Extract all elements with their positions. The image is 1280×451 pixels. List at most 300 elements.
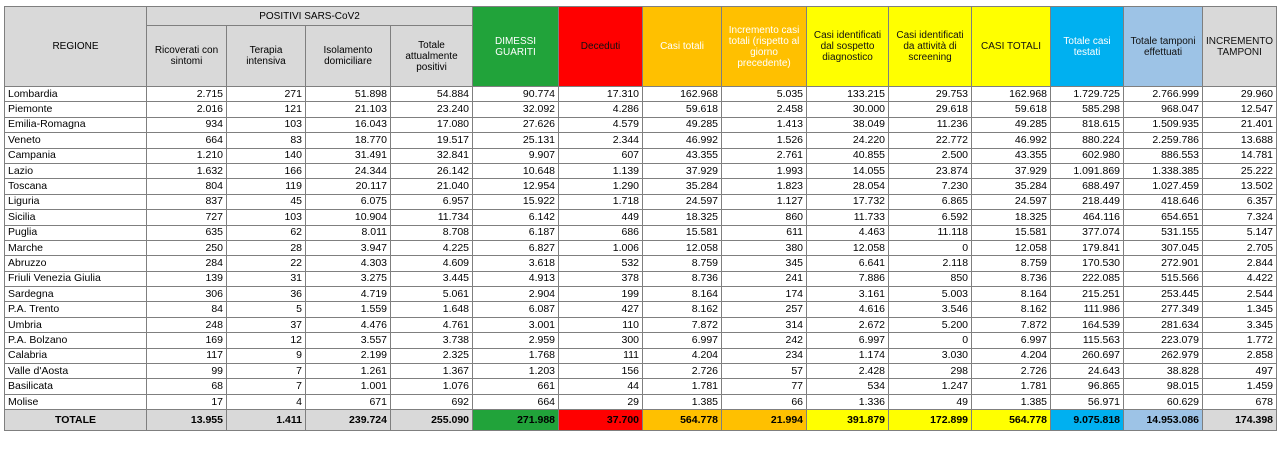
totale-positivi-cell: 1.367 <box>391 364 473 379</box>
deceduti-cell: 300 <box>559 333 643 348</box>
attivita-screening-cell: 6.592 <box>889 210 972 225</box>
incremento-tamponi-cell: 4.422 <box>1203 271 1277 286</box>
totale-tamponi-cell: 886.553 <box>1124 148 1203 163</box>
region-name: P.A. Bolzano <box>5 333 147 348</box>
totale-positivi-cell: 32.841 <box>391 148 473 163</box>
dimessi-guariti-cell: 10.648 <box>473 163 559 178</box>
incremento-casi-cell: 1.993 <box>722 163 807 178</box>
terapia-intensiva-cell: 271 <box>227 87 306 102</box>
casi-totali-cell: 4.204 <box>643 348 722 363</box>
region-name: Liguria <box>5 194 147 209</box>
region-name: P.A. Trento <box>5 302 147 317</box>
isolamento-cell: 3.947 <box>306 240 391 255</box>
table-row <box>5 133 1277 148</box>
terapia-intensiva-cell: 22 <box>227 256 306 271</box>
terapia-intensiva-cell: 103 <box>227 117 306 132</box>
isolamento-cell: 2.199 <box>306 348 391 363</box>
covid-report <box>4 6 1277 431</box>
table-row <box>5 287 1277 302</box>
ricoverati-cell: 727 <box>147 210 227 225</box>
deceduti-cell: 449 <box>559 210 643 225</box>
incremento-tamponi-cell: 2.544 <box>1203 287 1277 302</box>
casi-totali-cell: 24.597 <box>643 194 722 209</box>
terapia-intensiva-cell: 37 <box>227 317 306 332</box>
totale-tamponi-cell: 418.646 <box>1124 194 1203 209</box>
attivita-screening-cell: 850 <box>889 271 972 286</box>
deceduti-cell: 378 <box>559 271 643 286</box>
region-name: Sardegna <box>5 287 147 302</box>
incremento-tamponi-cell: 7.324 <box>1203 210 1277 225</box>
ricoverati-cell: 139 <box>147 271 227 286</box>
terapia-intensiva-cell: 166 <box>227 163 306 178</box>
deceduti-cell: 1.718 <box>559 194 643 209</box>
sospetto-diagnostico-cell: 14.055 <box>807 163 889 178</box>
table-row <box>5 256 1277 271</box>
dimessi-guariti-cell: 1.203 <box>473 364 559 379</box>
region-name: Toscana <box>5 179 147 194</box>
sospetto-diagnostico-cell: 534 <box>807 379 889 394</box>
ricoverati-cell: 837 <box>147 194 227 209</box>
sospetto-diagnostico-cell: 3.161 <box>807 287 889 302</box>
isolamento-cell: 3.275 <box>306 271 391 286</box>
attivita-screening-cell: 5.003 <box>889 287 972 302</box>
attivita-screening-cell: 7.230 <box>889 179 972 194</box>
totale-casi-testati-cell: 111.986 <box>1051 302 1124 317</box>
sospetto-diagnostico-cell: 11.733 <box>807 210 889 225</box>
terapia-intensiva-cell: 4 <box>227 394 306 409</box>
attivita-screening-cell: 5.200 <box>889 317 972 332</box>
terapia-intensiva-cell: 9 <box>227 348 306 363</box>
deceduti-cell: 532 <box>559 256 643 271</box>
total-terapia-intensiva-cell: 1.411 <box>227 410 306 431</box>
sospetto-diagnostico-cell: 4.463 <box>807 225 889 240</box>
terapia-intensiva-cell: 45 <box>227 194 306 209</box>
terapia-intensiva-cell: 12 <box>227 333 306 348</box>
totale-tamponi-cell: 1.509.935 <box>1124 117 1203 132</box>
region-header: REGIONE <box>5 7 147 87</box>
totale-positivi-cell: 19.517 <box>391 133 473 148</box>
total-dimessi-guariti-cell: 271.988 <box>473 410 559 431</box>
totale-positivi-cell: 8.708 <box>391 225 473 240</box>
incremento-tamponi-cell: 2.844 <box>1203 256 1277 271</box>
totale-positivi-cell: 1.648 <box>391 302 473 317</box>
dimessi-guariti-cell: 6.187 <box>473 225 559 240</box>
terapia-intensiva-cell: 103 <box>227 210 306 225</box>
totale-casi-testati-cell: 818.615 <box>1051 117 1124 132</box>
ricoverati-cell: 284 <box>147 256 227 271</box>
incremento-tamponi-cell: 13.688 <box>1203 133 1277 148</box>
ricoverati-cell: 17 <box>147 394 227 409</box>
ricoverati-cell: 934 <box>147 117 227 132</box>
incremento-tamponi-header: INCREMENTO TAMPONI <box>1203 7 1277 87</box>
sospetto-diagnostico-cell: 38.049 <box>807 117 889 132</box>
deceduti-cell: 427 <box>559 302 643 317</box>
incremento-tamponi-cell: 29.960 <box>1203 87 1277 102</box>
dimessi-guariti-cell: 3.618 <box>473 256 559 271</box>
region-name: Lombardia <box>5 87 147 102</box>
incremento-tamponi-cell: 1.772 <box>1203 333 1277 348</box>
totale-tamponi-cell: 2.259.786 <box>1124 133 1203 148</box>
incremento-casi-cell: 380 <box>722 240 807 255</box>
sospetto-diagnostico-cell: 12.058 <box>807 240 889 255</box>
casi-totali-2-cell: 49.285 <box>972 117 1051 132</box>
casi-totali-cell: 8.759 <box>643 256 722 271</box>
region-name: Veneto <box>5 133 147 148</box>
ricoverati-cell: 117 <box>147 348 227 363</box>
totale-casi-testati-cell: 96.865 <box>1051 379 1124 394</box>
totale-tamponi-cell: 262.979 <box>1124 348 1203 363</box>
isolamento-cell: 1.261 <box>306 364 391 379</box>
dimessi-guariti-cell: 6.087 <box>473 302 559 317</box>
incremento-tamponi-cell: 3.345 <box>1203 317 1277 332</box>
header-row-top <box>5 7 1277 26</box>
casi-totali-2-cell: 46.992 <box>972 133 1051 148</box>
total-isolamento-cell: 239.724 <box>306 410 391 431</box>
ricoverati-cell: 1.632 <box>147 163 227 178</box>
totale-tamponi-cell: 1.338.385 <box>1124 163 1203 178</box>
totale-positivi-cell: 5.061 <box>391 287 473 302</box>
deceduti-cell: 686 <box>559 225 643 240</box>
totale-casi-testati-cell: 1.729.725 <box>1051 87 1124 102</box>
sospetto-diagnostico-cell: 133.215 <box>807 87 889 102</box>
total-casi-totali-2-cell: 564.778 <box>972 410 1051 431</box>
totale-tamponi-cell: 2.766.999 <box>1124 87 1203 102</box>
totale-positivi-cell: 26.142 <box>391 163 473 178</box>
dimessi-guariti-cell: 27.626 <box>473 117 559 132</box>
terapia-intensiva-cell: 7 <box>227 364 306 379</box>
dimessi-guariti-cell: 4.913 <box>473 271 559 286</box>
casi-totali-2-cell: 1.781 <box>972 379 1051 394</box>
attivita-screening-cell: 29.753 <box>889 87 972 102</box>
incremento-tamponi-cell: 1.345 <box>1203 302 1277 317</box>
total-ricoverati-cell: 13.955 <box>147 410 227 431</box>
totale-casi-testati-cell: 222.085 <box>1051 271 1124 286</box>
casi-totali-2-cell: 37.929 <box>972 163 1051 178</box>
table-row <box>5 117 1277 132</box>
incremento-tamponi-cell: 13.502 <box>1203 179 1277 194</box>
attivita-screening-header: Casi identificati da attività di screening <box>889 7 972 87</box>
casi-totali-2-cell: 12.058 <box>972 240 1051 255</box>
table-row <box>5 225 1277 240</box>
casi-totali-2-cell: 8.164 <box>972 287 1051 302</box>
region-name: Abruzzo <box>5 256 147 271</box>
casi-totali-2-cell: 18.325 <box>972 210 1051 225</box>
terapia-intensiva-cell: 83 <box>227 133 306 148</box>
deceduti-header: Deceduti <box>559 7 643 87</box>
sospetto-diagnostico-cell: 17.732 <box>807 194 889 209</box>
table-row <box>5 194 1277 209</box>
table-row <box>5 148 1277 163</box>
casi-totali-2-cell: 8.162 <box>972 302 1051 317</box>
totale-positivi-cell: 17.080 <box>391 117 473 132</box>
totale-casi-testati-cell: 24.643 <box>1051 364 1124 379</box>
incremento-casi-cell: 57 <box>722 364 807 379</box>
sospetto-diagnostico-cell: 7.886 <box>807 271 889 286</box>
attivita-screening-cell: 1.247 <box>889 379 972 394</box>
isolamento-cell: 16.043 <box>306 117 391 132</box>
table-body <box>5 87 1277 410</box>
incremento-casi-cell: 77 <box>722 379 807 394</box>
attivita-screening-cell: 3.030 <box>889 348 972 363</box>
incremento-tamponi-cell: 6.357 <box>1203 194 1277 209</box>
table-row <box>5 379 1277 394</box>
casi-totali-2-cell: 59.618 <box>972 102 1051 117</box>
casi-totali-cell: 37.929 <box>643 163 722 178</box>
totale-tamponi-cell: 515.566 <box>1124 271 1203 286</box>
ricoverati-cell: 664 <box>147 133 227 148</box>
dimessi-guariti-cell: 2.904 <box>473 287 559 302</box>
incremento-casi-cell: 1.526 <box>722 133 807 148</box>
incremento-casi-cell: 234 <box>722 348 807 363</box>
total-attivita-screening-cell: 172.899 <box>889 410 972 431</box>
sospetto-diagnostico-cell: 28.054 <box>807 179 889 194</box>
casi-totali-cell: 1.385 <box>643 394 722 409</box>
casi-totali-2-header: CASI TOTALI <box>972 7 1051 87</box>
casi-totali-2-cell: 24.597 <box>972 194 1051 209</box>
incremento-casi-cell: 2.761 <box>722 148 807 163</box>
sospetto-diagnostico-cell: 1.174 <box>807 348 889 363</box>
terapia-intensiva-cell: 7 <box>227 379 306 394</box>
casi-totali-cell: 2.726 <box>643 364 722 379</box>
ricoverati-cell: 248 <box>147 317 227 332</box>
region-name: Molise <box>5 394 147 409</box>
ricoverati-cell: 84 <box>147 302 227 317</box>
sospetto-diagnostico-cell: 4.616 <box>807 302 889 317</box>
dimessi-guariti-cell: 15.922 <box>473 194 559 209</box>
casi-totali-cell: 7.872 <box>643 317 722 332</box>
attivita-screening-cell: 2.118 <box>889 256 972 271</box>
table-row <box>5 163 1277 178</box>
isolamento-cell: 6.075 <box>306 194 391 209</box>
isolamento-cell: 4.476 <box>306 317 391 332</box>
region-name: Valle d'Aosta <box>5 364 147 379</box>
dimessi-guariti-cell: 1.768 <box>473 348 559 363</box>
incremento-tamponi-cell: 25.222 <box>1203 163 1277 178</box>
totale-tamponi-cell: 253.445 <box>1124 287 1203 302</box>
table-row <box>5 394 1277 409</box>
totale-casi-testati-cell: 56.971 <box>1051 394 1124 409</box>
region-name: Calabria <box>5 348 147 363</box>
deceduti-cell: 156 <box>559 364 643 379</box>
casi-totali-2-cell: 8.759 <box>972 256 1051 271</box>
casi-totali-cell: 6.997 <box>643 333 722 348</box>
totale-tamponi-cell: 98.015 <box>1124 379 1203 394</box>
incremento-casi-header: Incremento casi totali (rispetto al giorno precedente) <box>722 7 807 87</box>
casi-totali-cell: 15.581 <box>643 225 722 240</box>
totale-casi-testati-cell: 170.530 <box>1051 256 1124 271</box>
incremento-casi-cell: 345 <box>722 256 807 271</box>
incremento-casi-cell: 1.127 <box>722 194 807 209</box>
totale-casi-testati-cell: 115.563 <box>1051 333 1124 348</box>
sospetto-diagnostico-cell: 40.855 <box>807 148 889 163</box>
region-name: Basilicata <box>5 379 147 394</box>
casi-totali-2-cell: 15.581 <box>972 225 1051 240</box>
terapia-intensiva-cell: 119 <box>227 179 306 194</box>
dimessi-guariti-cell: 661 <box>473 379 559 394</box>
region-name: Emilia-Romagna <box>5 117 147 132</box>
totale-casi-testati-cell: 179.841 <box>1051 240 1124 255</box>
totale-positivi-cell: 3.445 <box>391 271 473 286</box>
terapia-intensiva-header: Terapia intensiva <box>227 26 306 87</box>
attivita-screening-cell: 3.546 <box>889 302 972 317</box>
casi-totali-2-cell: 1.385 <box>972 394 1051 409</box>
incremento-tamponi-cell: 1.459 <box>1203 379 1277 394</box>
totale-tamponi-header: Totale tamponi effettuati <box>1124 7 1203 87</box>
deceduti-cell: 1.290 <box>559 179 643 194</box>
isolamento-cell: 21.103 <box>306 102 391 117</box>
total-label: TOTALE <box>5 410 147 431</box>
isolamento-cell: 1.001 <box>306 379 391 394</box>
totale-positivi-cell: 23.240 <box>391 102 473 117</box>
totale-positivi-cell: 4.761 <box>391 317 473 332</box>
incremento-casi-cell: 314 <box>722 317 807 332</box>
dimessi-guariti-cell: 25.131 <box>473 133 559 148</box>
totale-casi-testati-cell: 880.224 <box>1051 133 1124 148</box>
dimessi-guariti-cell: 6.142 <box>473 210 559 225</box>
terapia-intensiva-cell: 140 <box>227 148 306 163</box>
attivita-screening-cell: 11.118 <box>889 225 972 240</box>
terapia-intensiva-cell: 5 <box>227 302 306 317</box>
casi-totali-cell: 162.968 <box>643 87 722 102</box>
totale-tamponi-cell: 272.901 <box>1124 256 1203 271</box>
casi-totali-cell: 49.285 <box>643 117 722 132</box>
terapia-intensiva-cell: 31 <box>227 271 306 286</box>
casi-totali-2-cell: 162.968 <box>972 87 1051 102</box>
isolamento-cell: 4.719 <box>306 287 391 302</box>
casi-totali-cell: 8.736 <box>643 271 722 286</box>
attivita-screening-cell: 22.772 <box>889 133 972 148</box>
totale-positivi-cell: 11.734 <box>391 210 473 225</box>
attivita-screening-cell: 2.500 <box>889 148 972 163</box>
ricoverati-cell: 2.016 <box>147 102 227 117</box>
total-totale-tamponi-cell: 14.953.086 <box>1124 410 1203 431</box>
incremento-casi-cell: 241 <box>722 271 807 286</box>
isolamento-cell: 4.303 <box>306 256 391 271</box>
positivi-group-header: POSITIVI SARS-CoV2 <box>147 7 473 26</box>
totale-tamponi-cell: 281.634 <box>1124 317 1203 332</box>
totale-positivi-cell: 21.040 <box>391 179 473 194</box>
incremento-tamponi-cell: 678 <box>1203 394 1277 409</box>
sospetto-diagnostico-cell: 2.428 <box>807 364 889 379</box>
casi-totali-2-cell: 7.872 <box>972 317 1051 332</box>
casi-totali-2-cell: 8.736 <box>972 271 1051 286</box>
totale-positivi-cell: 3.738 <box>391 333 473 348</box>
total-deceduti-cell: 37.700 <box>559 410 643 431</box>
table-row <box>5 364 1277 379</box>
dimessi-guariti-cell: 12.954 <box>473 179 559 194</box>
total-totale-positivi-cell: 255.090 <box>391 410 473 431</box>
isolamento-cell: 3.557 <box>306 333 391 348</box>
totale-tamponi-cell: 60.629 <box>1124 394 1203 409</box>
incremento-casi-cell: 5.035 <box>722 87 807 102</box>
deceduti-cell: 1.139 <box>559 163 643 178</box>
casi-totali-2-cell: 2.726 <box>972 364 1051 379</box>
attivita-screening-cell: 23.874 <box>889 163 972 178</box>
totale-tamponi-cell: 1.027.459 <box>1124 179 1203 194</box>
sospetto-diagnostico-cell: 6.997 <box>807 333 889 348</box>
incremento-casi-cell: 860 <box>722 210 807 225</box>
incremento-casi-cell: 2.458 <box>722 102 807 117</box>
region-name: Puglia <box>5 225 147 240</box>
casi-totali-cell: 8.162 <box>643 302 722 317</box>
totale-positivi-cell: 4.609 <box>391 256 473 271</box>
table-row <box>5 102 1277 117</box>
deceduti-cell: 29 <box>559 394 643 409</box>
region-name: Campania <box>5 148 147 163</box>
terapia-intensiva-cell: 28 <box>227 240 306 255</box>
isolamento-cell: 24.344 <box>306 163 391 178</box>
isolamento-cell: 10.904 <box>306 210 391 225</box>
region-name: Marche <box>5 240 147 255</box>
casi-totali-2-cell: 4.204 <box>972 348 1051 363</box>
incremento-tamponi-cell: 21.401 <box>1203 117 1277 132</box>
sospetto-diagnostico-cell: 6.641 <box>807 256 889 271</box>
incremento-tamponi-cell: 2.705 <box>1203 240 1277 255</box>
total-casi-totali-cell: 564.778 <box>643 410 722 431</box>
attivita-screening-cell: 298 <box>889 364 972 379</box>
incremento-casi-cell: 1.413 <box>722 117 807 132</box>
totale-positivi-header: Totale attualmente positivi <box>391 26 473 87</box>
casi-totali-cell: 18.325 <box>643 210 722 225</box>
casi-totali-cell: 46.992 <box>643 133 722 148</box>
isolamento-cell: 31.491 <box>306 148 391 163</box>
table-row <box>5 271 1277 286</box>
incremento-casi-cell: 257 <box>722 302 807 317</box>
isolamento-cell: 51.898 <box>306 87 391 102</box>
incremento-casi-cell: 242 <box>722 333 807 348</box>
dimessi-guariti-cell: 3.001 <box>473 317 559 332</box>
table-row <box>5 302 1277 317</box>
region-name: Lazio <box>5 163 147 178</box>
deceduti-cell: 111 <box>559 348 643 363</box>
casi-totali-cell: 43.355 <box>643 148 722 163</box>
deceduti-cell: 4.579 <box>559 117 643 132</box>
totale-tamponi-cell: 968.047 <box>1124 102 1203 117</box>
table-row <box>5 210 1277 225</box>
totale-tamponi-cell: 307.045 <box>1124 240 1203 255</box>
deceduti-cell: 199 <box>559 287 643 302</box>
ricoverati-cell: 635 <box>147 225 227 240</box>
totale-tamponi-cell: 277.349 <box>1124 302 1203 317</box>
ricoverati-cell: 99 <box>147 364 227 379</box>
table-row <box>5 333 1277 348</box>
attivita-screening-cell: 29.618 <box>889 102 972 117</box>
sospetto-diagnostico-cell: 24.220 <box>807 133 889 148</box>
deceduti-cell: 607 <box>559 148 643 163</box>
totale-casi-testati-cell: 585.298 <box>1051 102 1124 117</box>
table-row <box>5 179 1277 194</box>
casi-totali-cell: 8.164 <box>643 287 722 302</box>
incremento-casi-cell: 66 <box>722 394 807 409</box>
incremento-tamponi-cell: 5.147 <box>1203 225 1277 240</box>
casi-totali-2-cell: 35.284 <box>972 179 1051 194</box>
totale-casi-testati-cell: 215.251 <box>1051 287 1124 302</box>
terapia-intensiva-cell: 121 <box>227 102 306 117</box>
totale-casi-testati-header: Totale casi testati <box>1051 7 1124 87</box>
dimessi-guariti-cell: 2.959 <box>473 333 559 348</box>
deceduti-cell: 1.006 <box>559 240 643 255</box>
totale-positivi-cell: 6.957 <box>391 194 473 209</box>
region-name: Umbria <box>5 317 147 332</box>
isolamento-cell: 20.117 <box>306 179 391 194</box>
totale-tamponi-cell: 654.651 <box>1124 210 1203 225</box>
sospetto-diagnostico-header: Casi identificati dal sospetto diagnostico <box>807 7 889 87</box>
dimessi-guariti-cell: 664 <box>473 394 559 409</box>
table-footer <box>5 410 1277 431</box>
table-header <box>5 7 1277 87</box>
dimessi-guariti-cell: 90.774 <box>473 87 559 102</box>
attivita-screening-cell: 49 <box>889 394 972 409</box>
